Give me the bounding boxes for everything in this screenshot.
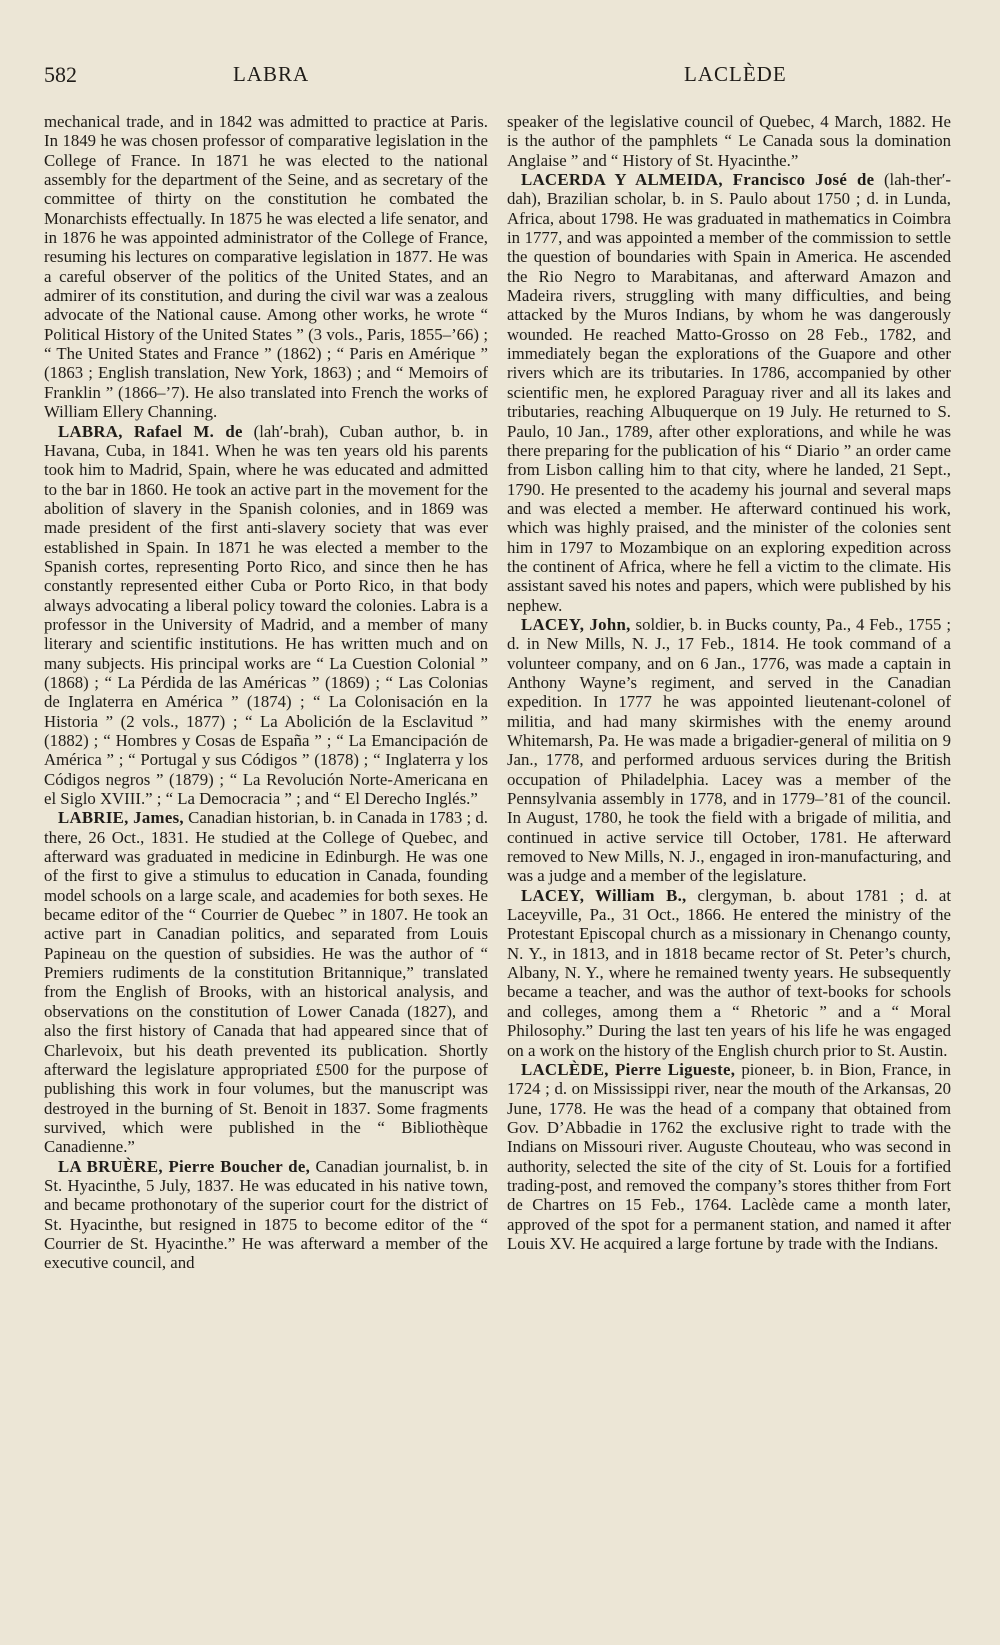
- entry-text: Canadian journalist, b. in St. Hyacinthe, 5 July, 1837. He was educated in his native town, and became prothonotary of the superior court for the district of St. Hyacinthe, but resigned in 1875 to become editor of the “ Courrier de St. Hyacinthe.” He was afterward a member of the executive council, and: [44, 1156, 488, 1273]
- entry-lacey-william: [507, 886, 951, 1060]
- entry-text: (lah′-brah), Cuban author, b. in Havana, Cuba, in 1841. When he was ten years old his parents took him to Madrid, Spain, where he was educated and admitted to the bar in 1860. He took an active part in the movement for the abolition of slavery in the Spanish colonies, and in 1869 was made president of the first anti-slavery society that was ever established in Spain. In 1871 he was elected a member to the Spanish cortes, representing Porto Rico, and since then he has constantly represented either Cuba or Porto Rico, in that body always advocating a liberal policy toward the colonies. Labra is a professor in the University of Madrid, and a member of many literary and scientific institutions. He has written much and on many subjects. His principal works are “ La Cuestion Colonial ” (1868) ; “ La Pérdida de las Américas ” (1869) ; “ Las Colonias de Inglaterra en América ” (1874) ; “ La Colonisación en la Historia ” (2 vols., 1877) ; “ La Abolición de la Esclavitud ” (1882) ; “ Hombres y Cosas de España ” ; “ La Emancipación de América ” ; “ Portugal y sus Códigos ” (1878) ; “ Inglaterra y los Códigos negros ” (1879) ; “ La Revolución Norte-Americana en el Siglo XVIII.” ; “ La Democracia ” ; and “ El Derecho Inglés.”: [44, 421, 488, 809]
- entry-la-bruere-pierre: [44, 1157, 488, 1273]
- entry-headword: LABRIE, James,: [58, 808, 184, 828]
- entry-labrie-james: [44, 808, 488, 1156]
- running-head-right: LACLÈDE: [684, 62, 787, 86]
- entry-labra-rafael: [44, 422, 488, 809]
- entry-lacerda-francisco: [507, 170, 951, 615]
- entry-lacey-john: [507, 615, 951, 886]
- entry-text: speaker of the legislative council of Quebec, 4 March, 1882. He is the author of the pamphlets “ Le Canada sous la domination Anglaise ” and “ History of St. Hyacinthe.”: [507, 112, 951, 170]
- entry-text: mechanical trade, and in 1842 was admitted to practice at Paris. In 1849 he was chosen professor of comparative legislation in the College of France. In 1871 he was elected to the national assembly for the department of the Seine, and as secretary of the committee of thirty on the constitution he combated the Monarchists effectually. In 1875 he was elected a life senator, and in 1876 he was appointed administrator of the College of France, resuming his lectures on comparative legislation in 1877. He was a careful observer of the politics of the United States, and an admirer of its constitution, and during the civil war was a zealous advocate of the National cause. Among other works, he wrote “ Political History of the United States ” (3 vols., Paris, 1855–’66) ; “ The United States and France ” (1862) ; “ Paris en Amérique ” (1863 ; English translation, New York, 1863) ; and “ Memoirs of Franklin ” (1866–’7). He also translated into French the works of William Ellery Channing.: [44, 112, 488, 422]
- entry-text: clergyman, b. about 1781 ; d. at Laceyville, Pa., 31 Oct., 1866. He entered the ministry of the Protestant Episcopal church as a missionary in Chenango county, N. Y., in 1813, and in 1818 became rector of St. Peter’s church, Albany, N. Y., where he remained twenty years. He subsequently became a teacher, and was the author of text-books for schools and colleges, among them a “ Rhetoric ” and a “ Moral Philosophy.” During the last ten years of his life he was engaged on a work on the history of the English church prior to St. Austin.: [507, 885, 951, 1060]
- entry-headword: LACERDA Y ALMEIDA, Francisco José de: [521, 170, 875, 190]
- right-column: [507, 112, 951, 1627]
- entry-headword: LACEY, John,: [521, 614, 631, 634]
- left-column: [44, 112, 488, 1627]
- entry-text: (lah-ther′-dah), Brazilian scholar, b. in S. Paulo about 1750 ; d. in Lunda, Africa, about 1798. He was graduated in mathematics in Coimbra in 1777, and was appointed a member of the commission to settle the question of boundaries with Spain in America. He ascended the Rio Negro to Marabitanas, and afterward Amazon and Madeira rivers, struggling with many difficulties, and being attacked by the Muros Indians, by whom he was dangerously wounded. He reached Matto-Grosso on 28 Feb., 1782, and immediately began the explorations of the Guapore and other rivers which are its tributaries. In 1786, accompanied by other scientific men, he explored Paraguay river and all its lakes and tributaries, reaching Albuquerque on 19 July. He returned to S. Paulo, 10 Jan., 1789, after other explorations, and while he was there preparing for the publication of his “ Diario ” an order came from Lisbon calling him to that city, where he landed, 21 Sept., 1790. He presented to the academy his journal and several maps and was elected a member. He afterward continued his work, which was highly praised, and the minister of the colonies sent him in 1797 to Mozambique on an exploring expedition across the continent of Africa, where he fell a victim to the climate. His assistant saved his notes and papers, which were published by his nephew.: [507, 170, 951, 615]
- entry-headword: LA BRUÈRE, Pierre Boucher de,: [58, 1156, 311, 1176]
- entry-text: soldier, b. in Bucks county, Pa., 4 Feb., 1755 ; d. in New Mills, N. J., 17 Feb., 1814. He took command of a volunteer company, and on 6 Jan., 1776, was made a captain in Anthony Wayne’s regiment, and served in the Canadian expedition. In 1777 he was appointed lieutenant-colonel of militia, and had many skirmishes with the enemy around Whitemarsh, Pa. He was made a brigadier-general of militia on 9 Jan., 1778, and performed arduous services during the British occupation of Philadelphia. Lacey was a member of the Pennsylvania assembly in 1778, and in 1779–’81 of the council. In August, 1780, he took the field with a brigade of militia, and continued in active service till October, 1781. He afterward removed to New Mills, N. J., engaged in iron-manufacturing, and was a judge and a member of the legislature.: [507, 614, 951, 886]
- entry-laclede-pierre: [507, 1060, 951, 1253]
- running-head-left: LABRA: [233, 62, 310, 86]
- page-number: 582: [44, 62, 77, 87]
- entry-text: Canadian historian, b. in Canada in 1783 ; d. there, 26 Oct., 1831. He studied at the College of Quebec, and afterward was graduated in medicine in Edinburgh. He was one of the first to give a stimulus to education in Canada, founding model schools on a large scale, and academies for both sexes. He became editor of the “ Courrier de Quebec ” in 1807. He took an active part in Canadian politics, and separated from Louis Papineau on the question of subsidies. He was the author of “ Premiers rudiments de la constitution Britannique,” translated from the English of Brooks, with an historical analysis, and observations on the constitution of Lower Canada (1827), and also the first history of Canada that had appeared since that of Charlevoix, but his death prevented its publication. Shortly afterward the legislature appropriated £500 for the purpose of publishing this work in four volumes, but the manuscript was destroyed in the burning of St. Benoit in 1837. Some fragments survived, which were published in the “ Bibliothèque Canadienne.”: [44, 808, 488, 1157]
- entry-headword: LACLÈDE, Pierre Ligueste,: [521, 1059, 736, 1079]
- entry-continued: [507, 112, 951, 170]
- entry-text: pioneer, b. in Bion, France, in 1724 ; d. on Mississippi river, near the mouth of the Arkansas, 20 June, 1778. He was the head of a company that obtained from Gov. D’Abbadie in 1762 the exclusive right to trade with the Indians on Missouri river. Auguste Chouteau, who was second in authority, selected the site of the city of St. Louis for a fortified trading-post, and removed the company’s stores thither from Fort de Chartres on 15 Feb., 1764. Laclède came a month later, approved of the spot for a permanent station, and named it after Louis XV. He acquired a large fortune by trade with the Indians.: [507, 1059, 951, 1253]
- entry-headword: LACEY, William B.,: [521, 885, 687, 905]
- entry-continued: [44, 112, 488, 422]
- entry-headword: LABRA, Rafael M. de: [58, 421, 243, 441]
